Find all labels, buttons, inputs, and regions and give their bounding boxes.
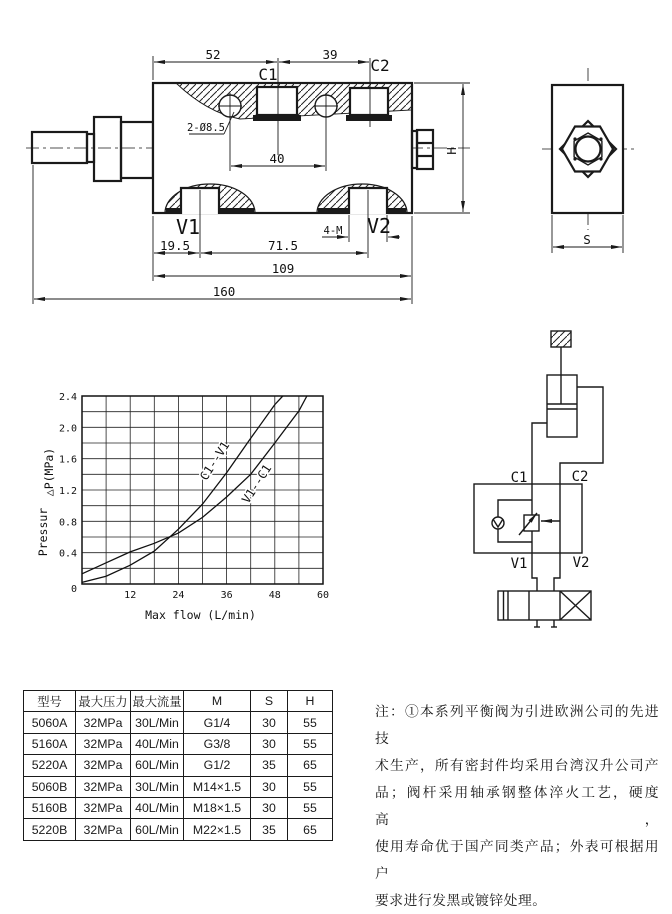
stud-hole (576, 137, 601, 162)
dim-s: S (583, 232, 591, 247)
table-row (24, 819, 333, 840)
cell-model: 5060A (24, 712, 76, 733)
curve-v1-c1 (82, 396, 307, 574)
cell-s: 30 (251, 776, 288, 797)
circuit-c1-label: C1 (510, 470, 528, 486)
dim-40: 40 (269, 151, 285, 166)
note-line: 注：①本系列平衡阀为引进欧洲公司的先进技 (375, 704, 659, 746)
curve-label: C1--V1 (196, 438, 233, 483)
x-tick-label: 36 (220, 590, 233, 601)
y-axis-title-symbol: △P(MPa) (42, 447, 56, 497)
thread-label: 4-M (323, 225, 343, 237)
circuit-v1-label: V1 (510, 556, 528, 572)
cell-s: 30 (251, 797, 288, 818)
cell-h: 65 (288, 755, 333, 776)
y-tick-label: 1.2 (58, 486, 77, 497)
col-header-s: S (251, 691, 288, 712)
cell-model: 5220B (24, 819, 76, 840)
x-tick-label: 12 (124, 590, 137, 601)
y-axis-title-word: Pressur (36, 507, 50, 557)
table-row (24, 776, 333, 797)
cell-flow: 40L/Min (131, 733, 184, 754)
spec-table (23, 690, 333, 841)
col-header-max-pressure: 最大压力 (76, 691, 131, 712)
x-tick-label: 24 (172, 590, 185, 601)
port-c1-label: C1 (258, 65, 278, 84)
cell-pressure: 32MPa (76, 755, 131, 776)
dim-160: 160 (212, 284, 236, 299)
cell-m: G1/2 (184, 755, 251, 776)
table-row (24, 755, 333, 776)
hex-plug (412, 130, 433, 169)
circuit-v2-label: V2 (572, 555, 590, 571)
cell-s: 30 (251, 712, 288, 733)
anchor-symbol (551, 331, 571, 347)
cell-flow: 40L/Min (131, 797, 184, 818)
adjust-stem (32, 117, 153, 181)
port-c2-label: C2 (370, 56, 390, 75)
cell-h: 55 (288, 797, 333, 818)
dim-109: 109 (271, 261, 295, 276)
hydraulic-circuit (474, 331, 603, 627)
pressure-flow-chart (28, 383, 368, 643)
cell-s: 35 (251, 819, 288, 840)
relief-valve-icon (524, 515, 539, 531)
curve-label: V1--C1 (238, 461, 275, 506)
cell-m: G1/4 (184, 712, 251, 733)
table-row (24, 712, 333, 733)
cell-h: 65 (288, 819, 333, 840)
cell-flow: 30L/Min (131, 712, 184, 733)
cell-pressure: 32MPa (76, 797, 131, 818)
front-view (26, 47, 470, 304)
cell-m: M18×1.5 (184, 797, 251, 818)
side-view (542, 68, 634, 253)
cell-pressure: 32MPa (76, 712, 131, 733)
port-v1-label: V1 (175, 215, 201, 239)
spec-table-grid (23, 690, 333, 841)
table-row (24, 733, 333, 754)
cell-m: G3/8 (184, 733, 251, 754)
cell-m: M22×1.5 (184, 819, 251, 840)
note-line: 使用寿命优于国产同类产品；外表可根据用户 (375, 839, 659, 881)
port-c1-cavity (257, 87, 297, 115)
y-tick-label: 2.0 (58, 423, 77, 435)
cell-pressure: 32MPa (76, 819, 131, 840)
cell-m: M14×1.5 (184, 776, 251, 797)
y-tick-label: 1.6 (58, 454, 77, 466)
port-c2-cavity (350, 88, 388, 115)
cell-h: 55 (288, 733, 333, 754)
cell-h: 55 (288, 776, 333, 797)
chart-canvas (28, 383, 368, 638)
col-header-model: 型号 (24, 691, 76, 712)
x-tick-label: 60 (316, 590, 330, 601)
cell-flow: 60L/Min (131, 819, 184, 840)
table-row (24, 797, 333, 818)
note-line: 术生产，所有密封件均采用台湾汉升公司产 (375, 758, 659, 773)
line-to-c1 (532, 423, 547, 484)
dim-39: 39 (322, 47, 338, 62)
table-header-row (24, 691, 333, 712)
cell-model: 5160B (24, 797, 76, 818)
cell-flow: 60L/Min (131, 755, 184, 776)
directional-valve-symbol (498, 591, 591, 627)
col-header-max-flow: 最大流量 (131, 691, 184, 712)
dim-71-5: 71.5 (267, 238, 299, 253)
port-v2-label: V2 (366, 214, 392, 238)
cell-s: 30 (251, 733, 288, 754)
cell-pressure: 32MPa (76, 776, 131, 797)
y-tick-label: 0.8 (58, 517, 77, 529)
cell-h: 55 (288, 712, 333, 733)
y-tick-label: 2.4 (58, 392, 77, 403)
cylinder-symbol (547, 375, 577, 437)
x-axis-title: Max flow (L/min) (145, 608, 256, 622)
dim-h: H (444, 147, 459, 155)
holes-label: 2-Ø8.5 (187, 122, 225, 134)
note-line: 要求进行发黑或镀锌处理。 (375, 893, 547, 908)
x-tick-label: 48 (268, 590, 281, 601)
cell-model: 5220A (24, 755, 76, 776)
cell-model: 5160A (24, 733, 76, 754)
y-tick-label: 0 (70, 584, 77, 595)
col-header-m: M (184, 691, 251, 712)
y-tick-label: 0.4 (58, 548, 77, 560)
col-header-h: H (288, 691, 333, 712)
cell-s: 35 (251, 755, 288, 776)
notes-block (375, 698, 659, 914)
cell-model: 5060B (24, 776, 76, 797)
cell-pressure: 32MPa (76, 733, 131, 754)
note-line: 品；阀杆采用轴承钢整体淬火工艺，硬度高， (375, 785, 659, 827)
dim-52: 52 (205, 47, 221, 62)
cell-flow: 30L/Min (131, 776, 184, 797)
dim-19-5: 19.5 (159, 238, 191, 253)
circuit-c2-label: C2 (571, 469, 589, 485)
